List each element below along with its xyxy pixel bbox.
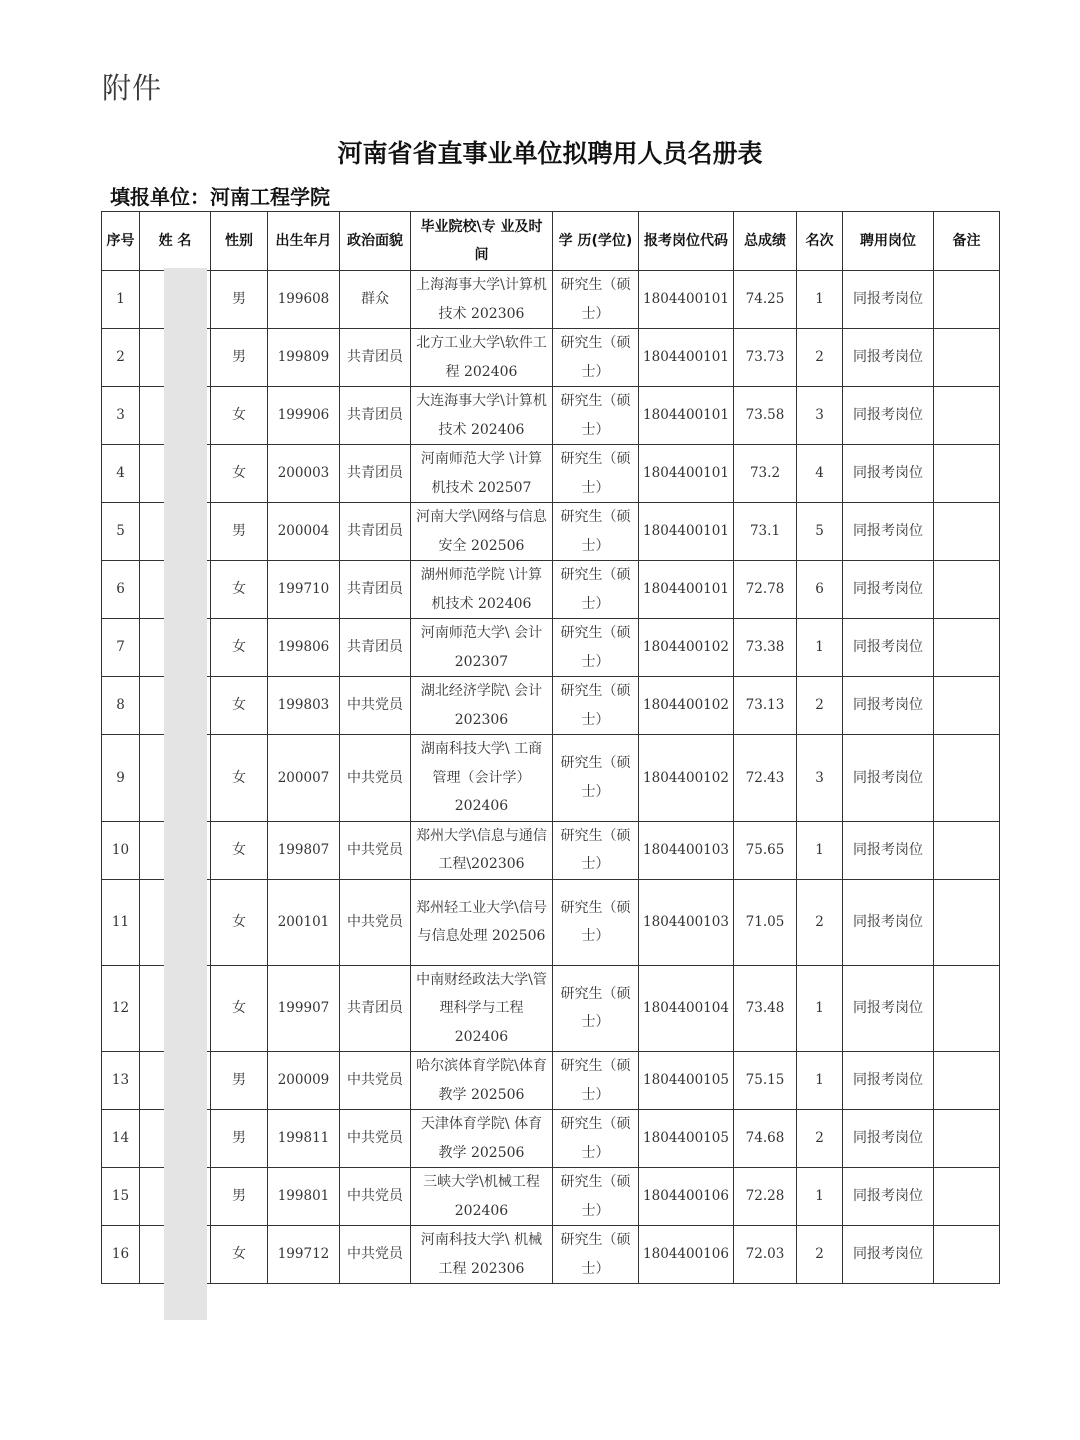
cell-hire-post: 同报考岗位: [843, 1110, 934, 1168]
cell-remark: [934, 619, 1000, 677]
table-row: [102, 387, 1000, 445]
table-row: [102, 965, 1000, 1052]
cell-birth: 200009: [268, 1052, 340, 1110]
cell-post-code: 1804400106: [639, 1168, 734, 1226]
cell-post-code: 1804400104: [639, 965, 734, 1052]
cell-post-code: 1804400101: [639, 445, 734, 503]
cell-score: 73.13: [734, 677, 797, 735]
table-row: [102, 821, 1000, 879]
cell-degree: 研究生（硕士）: [553, 503, 639, 561]
cell-degree: 研究生（硕士）: [553, 965, 639, 1052]
cell-rank: 1: [797, 821, 843, 879]
cell-hire-post: 同报考岗位: [843, 879, 934, 965]
cell-school: 湖南科技大学\ 工商管理（会计学）202406: [411, 735, 553, 822]
cell-rank: 2: [797, 1110, 843, 1168]
cell-hire-post: 同报考岗位: [843, 1168, 934, 1226]
cell-score: 74.68: [734, 1110, 797, 1168]
table-header: [102, 212, 1000, 271]
cell-birth: 199907: [268, 965, 340, 1052]
table-row: [102, 677, 1000, 735]
cell-remark: [934, 965, 1000, 1052]
cell-rank: 2: [797, 1226, 843, 1284]
cell-score: 72.28: [734, 1168, 797, 1226]
cell-rank: 3: [797, 735, 843, 822]
cell-post-code: 1804400103: [639, 879, 734, 965]
cell-degree: 研究生（硕士）: [553, 879, 639, 965]
cell-hire-post: 同报考岗位: [843, 965, 934, 1052]
header-remark: 备注: [934, 212, 1000, 271]
header-hire-post: 聘用岗位: [843, 212, 934, 271]
cell-political: 共青团员: [340, 561, 411, 619]
cell-remark: [934, 271, 1000, 329]
cell-political: 中共党员: [340, 1226, 411, 1284]
table-row: [102, 503, 1000, 561]
cell-hire-post: 同报考岗位: [843, 735, 934, 822]
cell-school: 郑州轻工业大学\信号与信息处理 202506: [411, 879, 553, 965]
cell-school: 湖北经济学院\ 会计 202306: [411, 677, 553, 735]
cell-degree: 研究生（硕士）: [553, 271, 639, 329]
cell-political: 共青团员: [340, 619, 411, 677]
cell-score: 72.78: [734, 561, 797, 619]
header-school: 毕业院校\专 业及时间: [411, 212, 553, 271]
cell-political: 中共党员: [340, 821, 411, 879]
cell-seq: 11: [102, 879, 140, 965]
cell-gender: 女: [211, 821, 268, 879]
cell-hire-post: 同报考岗位: [843, 445, 934, 503]
cell-score: 73.48: [734, 965, 797, 1052]
cell-birth: 200007: [268, 735, 340, 822]
cell-seq: 2: [102, 329, 140, 387]
cell-post-code: 1804400101: [639, 329, 734, 387]
cell-score: 73.58: [734, 387, 797, 445]
cell-political: 共青团员: [340, 503, 411, 561]
cell-birth: 200101: [268, 879, 340, 965]
cell-gender: 女: [211, 677, 268, 735]
cell-birth: 199809: [268, 329, 340, 387]
cell-hire-post: 同报考岗位: [843, 387, 934, 445]
cell-birth: 199801: [268, 1168, 340, 1226]
cell-degree: 研究生（硕士）: [553, 821, 639, 879]
table-row: [102, 735, 1000, 822]
cell-gender: 男: [211, 1110, 268, 1168]
cell-post-code: 1804400105: [639, 1052, 734, 1110]
cell-political: 中共党员: [340, 1052, 411, 1110]
cell-degree: 研究生（硕士）: [553, 329, 639, 387]
cell-post-code: 1804400102: [639, 735, 734, 822]
cell-post-code: 1804400102: [639, 619, 734, 677]
cell-gender: 女: [211, 1226, 268, 1284]
cell-degree: 研究生（硕士）: [553, 561, 639, 619]
cell-gender: 男: [211, 503, 268, 561]
page-title: 河南省省直事业单位拟聘用人员名册表: [337, 139, 763, 168]
table-row: [102, 1226, 1000, 1284]
cell-hire-post: 同报考岗位: [843, 1052, 934, 1110]
cell-post-code: 1804400103: [639, 821, 734, 879]
header-post-code: 报考岗位代码: [639, 212, 734, 271]
cell-school: 天津体育学院\ 体育教学 202506: [411, 1110, 553, 1168]
cell-remark: [934, 879, 1000, 965]
cell-gender: 女: [211, 619, 268, 677]
cell-remark: [934, 503, 1000, 561]
cell-score: 73.2: [734, 445, 797, 503]
cell-seq: 1: [102, 271, 140, 329]
cell-seq: 3: [102, 387, 140, 445]
cell-seq: 15: [102, 1168, 140, 1226]
cell-birth: 200004: [268, 503, 340, 561]
cell-seq: 10: [102, 821, 140, 879]
cell-birth: 199906: [268, 387, 340, 445]
table-body: [102, 271, 1000, 1284]
hiring-roster-table: [101, 211, 1000, 1284]
reporting-unit: 填报单位：河南工程学院: [110, 185, 330, 209]
cell-degree: 研究生（硕士）: [553, 1168, 639, 1226]
cell-gender: 男: [211, 329, 268, 387]
table-row: [102, 271, 1000, 329]
cell-political: 中共党员: [340, 879, 411, 965]
cell-degree: 研究生（硕士）: [553, 1226, 639, 1284]
cell-seq: 13: [102, 1052, 140, 1110]
cell-post-code: 1804400106: [639, 1226, 734, 1284]
cell-post-code: 1804400102: [639, 677, 734, 735]
cell-school: 上海海事大学\计算机技术 202306: [411, 271, 553, 329]
cell-gender: 男: [211, 1052, 268, 1110]
cell-score: 74.25: [734, 271, 797, 329]
cell-political: 共青团员: [340, 445, 411, 503]
cell-birth: 199807: [268, 821, 340, 879]
cell-rank: 1: [797, 965, 843, 1052]
table-row: [102, 879, 1000, 965]
cell-degree: 研究生（硕士）: [553, 619, 639, 677]
cell-gender: 女: [211, 879, 268, 965]
cell-political: 中共党员: [340, 677, 411, 735]
cell-score: 72.43: [734, 735, 797, 822]
cell-political: 共青团员: [340, 387, 411, 445]
cell-hire-post: 同报考岗位: [843, 619, 934, 677]
table-row: [102, 445, 1000, 503]
cell-remark: [934, 1168, 1000, 1226]
cell-post-code: 1804400101: [639, 561, 734, 619]
cell-remark: [934, 387, 1000, 445]
cell-degree: 研究生（硕士）: [553, 677, 639, 735]
cell-school: 中南财经政法大学\管理科学与工程 202406: [411, 965, 553, 1052]
cell-political: 共青团员: [340, 329, 411, 387]
cell-hire-post: 同报考岗位: [843, 329, 934, 387]
cell-score: 73.73: [734, 329, 797, 387]
attachment-label: 附件: [102, 71, 163, 105]
header-degree: 学 历(学位): [553, 212, 639, 271]
cell-seq: 6: [102, 561, 140, 619]
cell-remark: [934, 735, 1000, 822]
cell-seq: 9: [102, 735, 140, 822]
cell-score: 75.65: [734, 821, 797, 879]
cell-birth: 199803: [268, 677, 340, 735]
cell-school: 北方工业大学\软件工程 202406: [411, 329, 553, 387]
cell-score: 71.05: [734, 879, 797, 965]
cell-post-code: 1804400101: [639, 387, 734, 445]
table-row: [102, 561, 1000, 619]
cell-seq: 7: [102, 619, 140, 677]
cell-degree: 研究生（硕士）: [553, 445, 639, 503]
cell-birth: 199806: [268, 619, 340, 677]
cell-gender: 女: [211, 735, 268, 822]
cell-remark: [934, 1110, 1000, 1168]
cell-school: 湖州师范学院 \计算机技术 202406: [411, 561, 553, 619]
cell-hire-post: 同报考岗位: [843, 821, 934, 879]
table-row: [102, 329, 1000, 387]
header-seq: 序号: [102, 212, 140, 271]
header-score: 总成绩: [734, 212, 797, 271]
cell-remark: [934, 1226, 1000, 1284]
cell-remark: [934, 445, 1000, 503]
cell-seq: 8: [102, 677, 140, 735]
cell-gender: 女: [211, 561, 268, 619]
cell-political: 群众: [340, 271, 411, 329]
cell-hire-post: 同报考岗位: [843, 271, 934, 329]
cell-degree: 研究生（硕士）: [553, 387, 639, 445]
cell-seq: 12: [102, 965, 140, 1052]
cell-rank: 1: [797, 1052, 843, 1110]
cell-rank: 4: [797, 445, 843, 503]
cell-remark: [934, 329, 1000, 387]
cell-degree: 研究生（硕士）: [553, 735, 639, 822]
cell-gender: 女: [211, 965, 268, 1052]
cell-birth: 200003: [268, 445, 340, 503]
cell-seq: 5: [102, 503, 140, 561]
header-birth: 出生年月: [268, 212, 340, 271]
table-row: [102, 1168, 1000, 1226]
cell-degree: 研究生（硕士）: [553, 1110, 639, 1168]
cell-rank: 2: [797, 329, 843, 387]
cell-gender: 女: [211, 445, 268, 503]
cell-seq: 4: [102, 445, 140, 503]
cell-school: 河南大学\网络与信息安全 202506: [411, 503, 553, 561]
cell-score: 72.03: [734, 1226, 797, 1284]
name-redaction-mask: [164, 268, 207, 1320]
cell-rank: 3: [797, 387, 843, 445]
cell-birth: 199712: [268, 1226, 340, 1284]
cell-birth: 199811: [268, 1110, 340, 1168]
cell-rank: 5: [797, 503, 843, 561]
cell-remark: [934, 1052, 1000, 1110]
cell-remark: [934, 677, 1000, 735]
cell-remark: [934, 821, 1000, 879]
cell-score: 75.15: [734, 1052, 797, 1110]
cell-hire-post: 同报考岗位: [843, 561, 934, 619]
cell-school: 三峡大学\机械工程 202406: [411, 1168, 553, 1226]
cell-rank: 6: [797, 561, 843, 619]
cell-school: 郑州大学\信息与通信工程\202306: [411, 821, 553, 879]
cell-birth: 199710: [268, 561, 340, 619]
table-row: [102, 619, 1000, 677]
cell-hire-post: 同报考岗位: [843, 503, 934, 561]
cell-school: 河南师范大学 \计算机技术 202507: [411, 445, 553, 503]
header-rank: 名次: [797, 212, 843, 271]
cell-degree: 研究生（硕士）: [553, 1052, 639, 1110]
cell-gender: 女: [211, 387, 268, 445]
cell-school: 河南科技大学\ 机械工程 202306: [411, 1226, 553, 1284]
cell-political: 中共党员: [340, 1110, 411, 1168]
cell-hire-post: 同报考岗位: [843, 677, 934, 735]
cell-rank: 2: [797, 879, 843, 965]
cell-political: 中共党员: [340, 735, 411, 822]
table-row: [102, 1052, 1000, 1110]
cell-post-code: 1804400101: [639, 271, 734, 329]
cell-rank: 1: [797, 619, 843, 677]
cell-remark: [934, 561, 1000, 619]
cell-hire-post: 同报考岗位: [843, 1226, 934, 1284]
cell-birth: 199608: [268, 271, 340, 329]
cell-school: 河南师范大学\ 会计 202307: [411, 619, 553, 677]
cell-seq: 16: [102, 1226, 140, 1284]
cell-school: 大连海事大学\计算机技术 202406: [411, 387, 553, 445]
header-political: 政治面貌: [340, 212, 411, 271]
cell-political: 共青团员: [340, 965, 411, 1052]
cell-rank: 1: [797, 1168, 843, 1226]
cell-political: 中共党员: [340, 1168, 411, 1226]
header-gender: 性别: [211, 212, 268, 271]
cell-school: 哈尔滨体育学院\体育教学 202506: [411, 1052, 553, 1110]
header-name: 姓 名: [140, 212, 211, 271]
cell-seq: 14: [102, 1110, 140, 1168]
cell-score: 73.1: [734, 503, 797, 561]
table-row: [102, 1110, 1000, 1168]
cell-rank: 2: [797, 677, 843, 735]
cell-gender: 男: [211, 271, 268, 329]
cell-post-code: 1804400101: [639, 503, 734, 561]
cell-post-code: 1804400105: [639, 1110, 734, 1168]
cell-gender: 男: [211, 1168, 268, 1226]
cell-score: 73.38: [734, 619, 797, 677]
cell-rank: 1: [797, 271, 843, 329]
